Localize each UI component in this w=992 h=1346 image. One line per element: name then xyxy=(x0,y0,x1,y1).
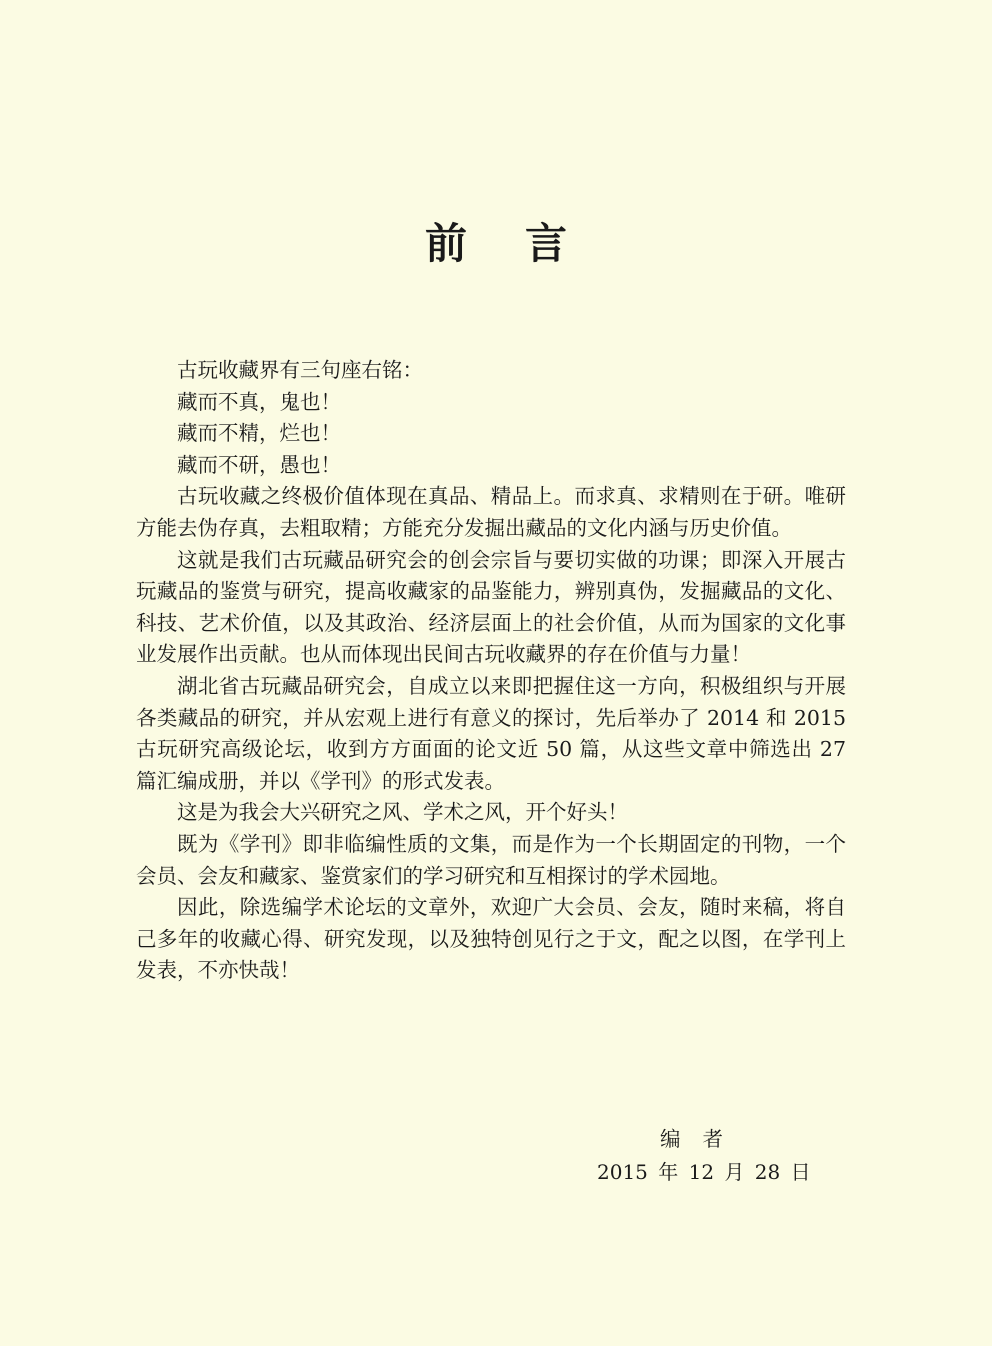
paragraph: 既为《学刊》即非临编性质的文集，而是作为一个长期固定的刊物，一个会员、会友和藏家、鉴赏家们的学习研究和互相探讨的学术园地。 xyxy=(136,831,846,888)
paragraph: 古玩收藏之终极价值体现在真品、精品上。而求真、求精则在于研。唯研方能去伪存真，去粗取精；方能充分发掘出藏品的文化内涵与历史价值。 xyxy=(136,484,846,540)
paragraph: 藏而不真，鬼也！ xyxy=(177,389,341,414)
signature-date: 2015 年 12 月 28 日 xyxy=(597,1160,811,1184)
paragraph: 这就是我们古玩藏品研究会的创会宗旨与要切实做的功课；即深入开展古玩藏品的鉴赏与研究，提高收藏家的品鉴能力，辨别真伪，发掘藏品的文化、科技、艺术价值，以及其政治、经济层面上的社会价值，从而为国家的文化事业发展作出贡献。也从而体现出民间古玩收藏界的存在价值与力量！ xyxy=(136,547,846,667)
paragraph: 湖北省古玩藏品研究会，自成立以来即把握住这一方向，积极组织与开展各类藏品的研究，并从宏观上进行有意义的探讨，先后举办了 2014 和 2015 古玩研究高级论坛，收到方方面面的论文近 50 篇，从这些文章中筛选出 27 篇汇编成册，并以《学刊》的形式发表。 xyxy=(136,673,846,793)
author-signature: 编者 xyxy=(660,1127,745,1151)
paragraph: 藏而不研，愚也！ xyxy=(177,452,341,477)
paragraph: 这是为我会大兴研究之风、学术之风，开个好头！ xyxy=(177,800,628,825)
page-title: 前言 xyxy=(424,219,625,268)
preface-body xyxy=(136,355,846,987)
paragraph: 藏而不精，烂也！ xyxy=(177,421,341,446)
paragraph: 因此，除选编学术论坛的文章外，欢迎广大会员、会友，随时来稿，将自己多年的收藏心得、研究发现，以及独特创见行之于文，配之以图，在学刊上发表，不亦快哉！ xyxy=(136,895,846,983)
paragraph: 古玩收藏界有三句座右铭： xyxy=(177,358,423,382)
